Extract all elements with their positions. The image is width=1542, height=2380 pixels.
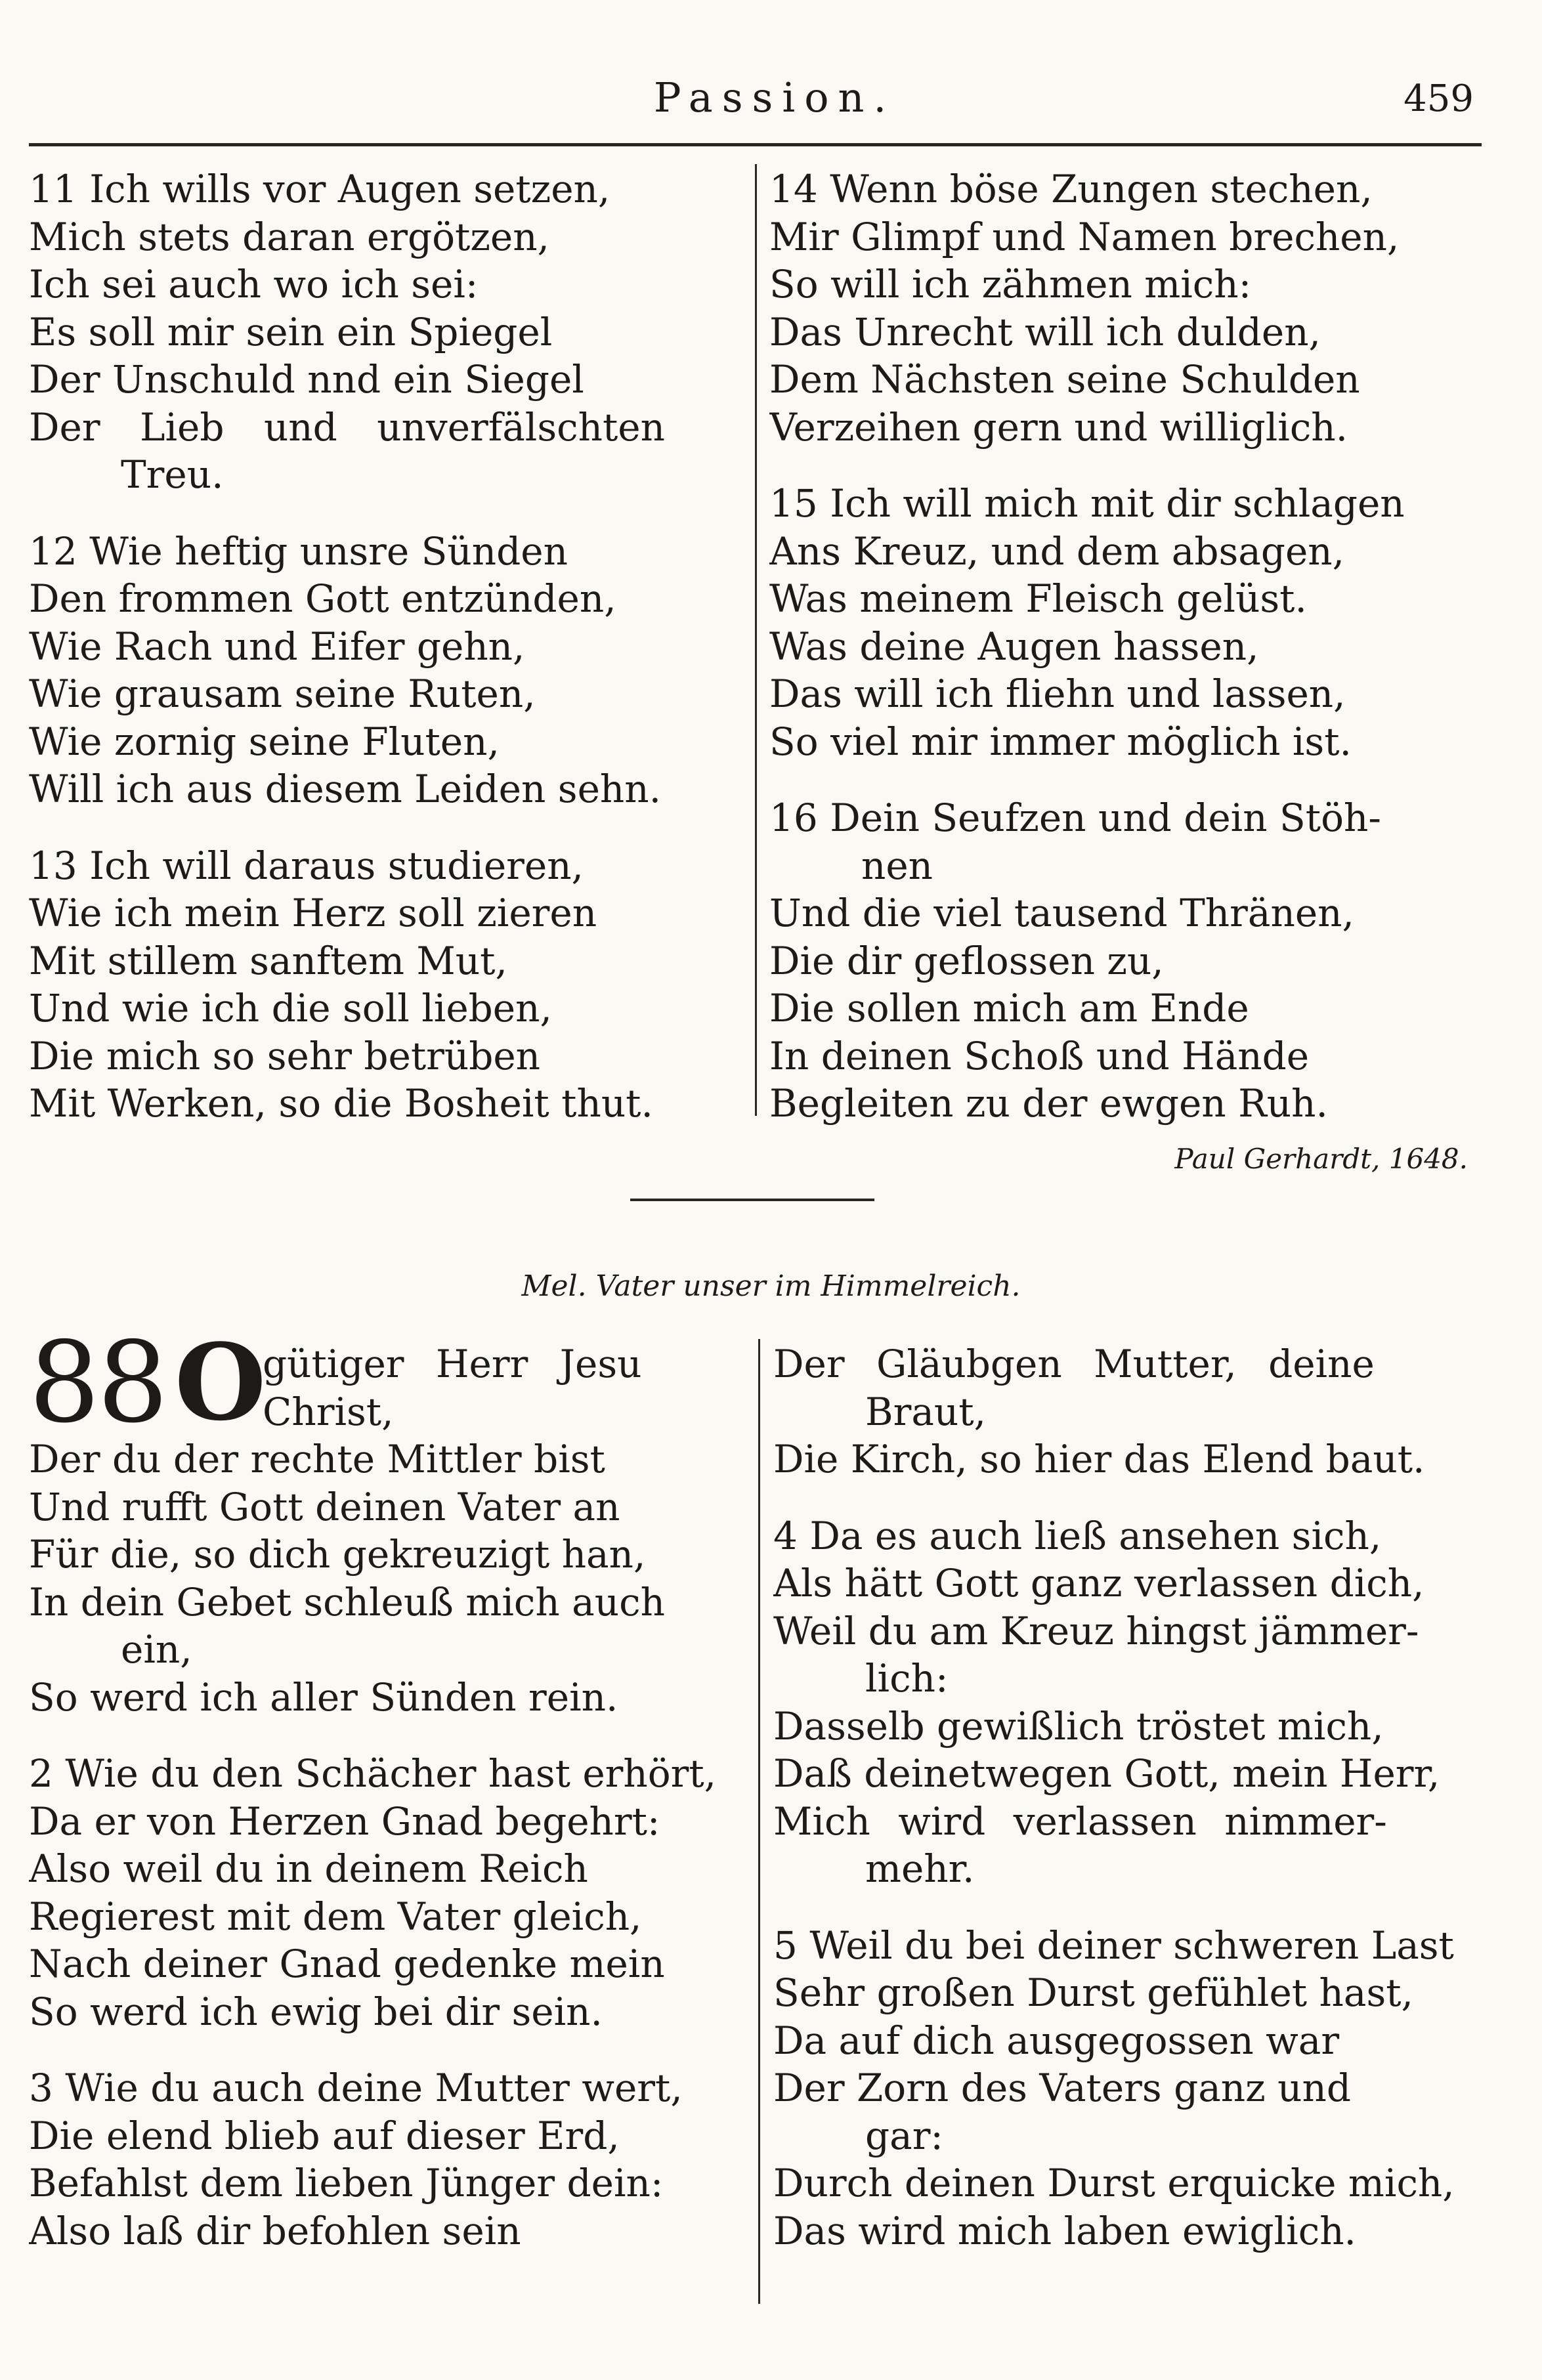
verse-line: gar: bbox=[865, 2113, 943, 2158]
verse-line: Es soll mir sein ein Spiegel bbox=[29, 309, 553, 354]
author-attribution: Paul Gerhardt, 1648. bbox=[1174, 1142, 1468, 1175]
hymn-88-stanza-3 bbox=[29, 2064, 744, 2255]
hymn-88-stanza-4 bbox=[773, 1512, 1482, 1893]
verse-line: Weil du am Kreuz hingst jämmer- bbox=[773, 1608, 1419, 1653]
verse-line: Regierest mit dem Vater gleich, bbox=[29, 1894, 642, 1939]
verse-line: Die dir geflossen zu, bbox=[769, 938, 1164, 983]
verse-line: Ans Kreuz, und dem absagen, bbox=[769, 528, 1345, 574]
verse-line: So viel mir immer möglich ist. bbox=[769, 719, 1352, 764]
verse-line: Treu. bbox=[121, 452, 224, 497]
verse-line: Wie Rach und Eifer gehn, bbox=[29, 624, 525, 669]
verse-line: Und rufft Gott deinen Vater an bbox=[29, 1484, 620, 1529]
verse-line: Was meinem Fleisch gelüst. bbox=[769, 576, 1307, 621]
verse-line: Der du der rechte Mittler bist bbox=[29, 1437, 605, 1481]
verse-line: Was deine Augen hassen, bbox=[769, 624, 1259, 669]
verse-line: lich: bbox=[865, 1656, 949, 1701]
stanza-12 bbox=[29, 528, 744, 813]
verse-line: In deinen Schoß und Hände bbox=[769, 1033, 1310, 1078]
verse-line: 2 Wie du den Schächer hast erhört, bbox=[29, 1751, 717, 1796]
hymn-first-lines bbox=[263, 1340, 641, 1435]
hymn-88-stanza-3-cont bbox=[773, 1340, 1482, 1483]
verse-line: Das wird mich laben ewiglich. bbox=[773, 2208, 1356, 2253]
page-number: 459 bbox=[1403, 77, 1474, 120]
verse-line: Als hätt Gott ganz verlassen dich, bbox=[773, 1561, 1424, 1605]
verse-line: Wie ich mein Herz soll zieren bbox=[29, 891, 597, 935]
verse-line: 16 Dein Seufzen und dein Stöh- bbox=[769, 796, 1381, 840]
verse-line: Sehr großen Durst gefühlet hast, bbox=[773, 1970, 1413, 2015]
bottom-left-column bbox=[29, 1318, 744, 2284]
verse-line: Die elend blieb auf dieser Erd, bbox=[29, 2113, 620, 2158]
hymn-88-stanza-2 bbox=[29, 1750, 744, 2035]
verse-line: ein, bbox=[121, 1627, 192, 1672]
top-right-column bbox=[769, 165, 1481, 1179]
verse-line: Und wie ich die soll lieben, bbox=[29, 986, 552, 1031]
verse-line: Begleiten zu der ewgen Ruh. bbox=[769, 1081, 1328, 1126]
verse-line: Den frommen Gott entzünden, bbox=[29, 576, 616, 621]
verse-line: 5 Weil du bei deiner schweren Last bbox=[773, 1923, 1454, 1968]
verse-line: Daß deinetwegen Gott, mein Herr, bbox=[773, 1751, 1440, 1796]
verse-line: Die sollen mich am Ende bbox=[769, 986, 1249, 1031]
verse-line: mehr. bbox=[865, 1846, 975, 1891]
verse-line: Ich sei auch wo ich sei: bbox=[29, 262, 479, 307]
verse-line: 4 Da es auch ließ ansehen sich, bbox=[773, 1513, 1382, 1558]
verse-line: So werd ich ewig bei dir sein. bbox=[29, 1989, 603, 2034]
verse-line: Die Kirch, so hier das Elend baut. bbox=[773, 1437, 1425, 1481]
stanza-11 bbox=[29, 165, 744, 499]
section-divider bbox=[630, 1199, 874, 1201]
verse-line: Für die, so dich gekreuzigt han, bbox=[29, 1532, 646, 1577]
stanza-15 bbox=[769, 480, 1481, 765]
verse-line: Der Zorn des Vaters ganz und bbox=[773, 2066, 1351, 2110]
verse-line: Mich wird verlassen nimmer- bbox=[773, 1798, 1387, 1844]
verse-line: Verzeihen gern und williglich. bbox=[769, 404, 1348, 450]
verse-line: Das Unrecht will ich dulden, bbox=[769, 309, 1321, 354]
verse-line: Also laß dir befohlen sein bbox=[29, 2208, 521, 2253]
verse-line: Braut, bbox=[865, 1389, 987, 1434]
verse-line: Der Gläubgen Mutter, deine bbox=[773, 1342, 1375, 1386]
verse-line: Mir Glimpf und Namen brechen, bbox=[769, 214, 1400, 259]
page-title: Passion. bbox=[653, 74, 896, 121]
verse-line: Also weil du in deinem Reich bbox=[29, 1846, 588, 1891]
melody-note: Mel. Vater unser im Himmelreich. bbox=[521, 1269, 1021, 1303]
verse-line: nen bbox=[861, 843, 933, 888]
verse-line: 14 Wenn böse Zungen stechen, bbox=[769, 167, 1373, 211]
verse-line: Da er von Herzen Gnad begehrt: bbox=[29, 1798, 660, 1844]
verse-line: Der Lieb und unverfälschten bbox=[29, 404, 665, 450]
stanza-14 bbox=[769, 165, 1481, 451]
verse-line: Mit stillem sanftem Mut, bbox=[29, 938, 507, 983]
hymn-88-stanza-5 bbox=[773, 1922, 1482, 2255]
stanza-13 bbox=[29, 842, 744, 1128]
hymn-number: 88 bbox=[29, 1318, 166, 1448]
verse-line: Dasselb gewißlich tröstet mich, bbox=[773, 1703, 1384, 1749]
column-divider-bottom bbox=[758, 1339, 760, 2304]
stanza-16 bbox=[769, 794, 1481, 1128]
bottom-right-column bbox=[773, 1340, 1482, 2284]
verse-line: So werd ich aller Sünden rein. bbox=[29, 1674, 618, 1720]
verse-line: Wie zornig seine Fluten, bbox=[29, 719, 500, 764]
verse-line: Mit Werken, so die Bosheit thut. bbox=[29, 1081, 653, 1126]
verse-line: 15 Ich will mich mit dir schlagen bbox=[769, 481, 1405, 526]
drop-initial: O bbox=[175, 1321, 267, 1444]
verse-line: gütiger Herr Jesu bbox=[263, 1342, 642, 1386]
verse-line: Befahlst dem lieben Jünger dein: bbox=[29, 2161, 664, 2205]
verse-line: 12 Wie heftig unsre Sünden bbox=[29, 528, 568, 574]
verse-line: Dem Nächsten seine Schulden bbox=[769, 357, 1360, 402]
verse-line: So will ich zähmen mich: bbox=[769, 262, 1252, 307]
verse-line: Der Unschuld nnd ein Siegel bbox=[29, 357, 584, 402]
verse-line: Wie grausam seine Ruten, bbox=[29, 671, 536, 716]
verse-line: Mich stets daran ergötzen, bbox=[29, 214, 549, 259]
verse-line: 11 Ich wills vor Augen setzen, bbox=[29, 167, 610, 211]
hymn-88-stanza-1 bbox=[29, 1318, 744, 1721]
header-rule bbox=[29, 143, 1482, 146]
verse-line: Christ, bbox=[263, 1389, 394, 1434]
verse-line: Das will ich fliehn und lassen, bbox=[769, 671, 1346, 716]
hymn-heading bbox=[29, 1318, 744, 1448]
verse-line: Die mich so sehr betrüben bbox=[29, 1033, 541, 1078]
verse-line: In dein Gebet schleuß mich auch bbox=[29, 1579, 665, 1625]
top-left-column bbox=[29, 165, 744, 1157]
verse-line: Durch deinen Durst erquicke mich, bbox=[773, 2161, 1455, 2205]
column-divider-top bbox=[755, 164, 757, 1116]
verse-line: 13 Ich will daraus studieren, bbox=[29, 843, 584, 888]
verse-line: Nach deiner Gnad gedenke mein bbox=[29, 1942, 665, 1986]
verse-line: 3 Wie du auch deine Mutter wert, bbox=[29, 2066, 683, 2110]
verse-line: Da auf dich ausgegossen war bbox=[773, 2018, 1340, 2063]
verse-line: Will ich aus diesem Leiden sehn. bbox=[29, 767, 662, 811]
verse-line: Und die viel tausend Thränen, bbox=[769, 891, 1354, 935]
